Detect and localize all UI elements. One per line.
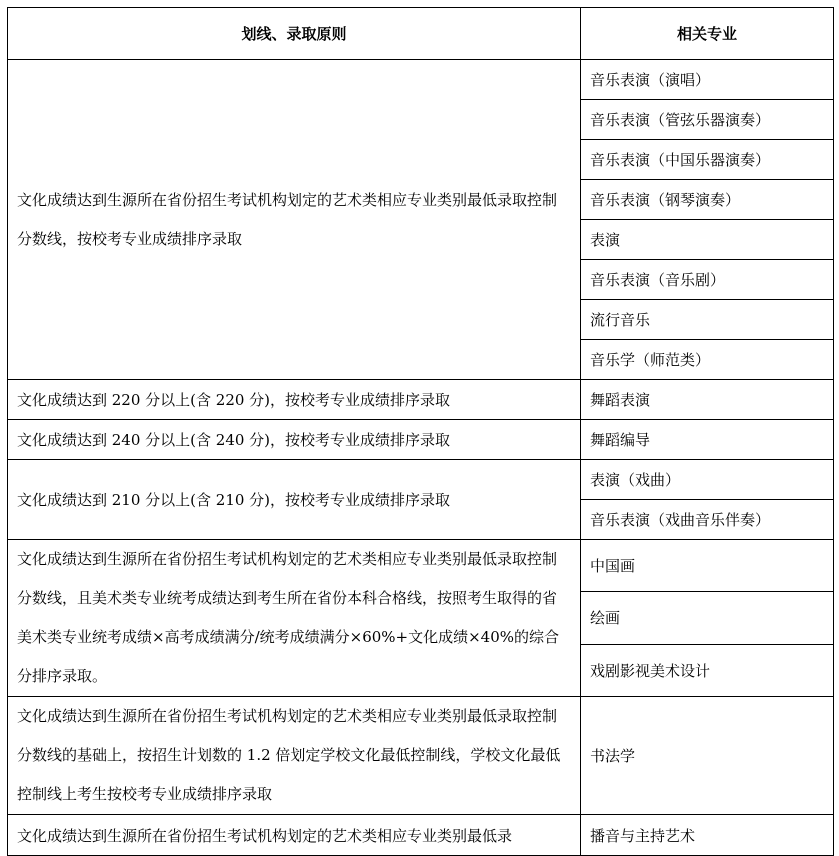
- rule-cell: 文化成绩达到生源所在省份招生考试机构划定的艺术类相应专业类别最低录取控制分数线，且美术类专业统考成绩达到考生所在省份本科合格线，按照考生取得的省美术类专业统考成绩×高考成绩满分/统考成绩满分×60%+文化成绩×40%的综合分排序录取。: [8, 540, 581, 697]
- rule-cell: 文化成绩达到生源所在省份招生考试机构划定的艺术类相应专业类别最低录取控制分数线的基础上，按招生计划数的 1.2 倍划定学校文化最低控制线，学校文化最低控制线上考生按校考专业成绩排序录取: [8, 697, 581, 815]
- table-row: [8, 60, 834, 100]
- table-row: [8, 380, 834, 420]
- header-majors: 相关专业: [581, 8, 834, 60]
- major-cell: 播音与主持艺术: [581, 815, 834, 856]
- major-cell: 流行音乐: [581, 300, 834, 340]
- rule-cell: 文化成绩达到生源所在省份招生考试机构划定的艺术类相应专业类别最低录: [8, 815, 581, 856]
- header-rules: 划线、录取原则: [8, 8, 581, 60]
- major-cell: 舞蹈表演: [581, 380, 834, 420]
- admission-rules-table: [7, 7, 834, 856]
- major-cell: 舞蹈编导: [581, 420, 834, 460]
- major-cell: 音乐表演（中国乐器演奏）: [581, 140, 834, 180]
- major-cell: 书法学: [581, 697, 834, 815]
- major-cell: 音乐表演（戏曲音乐伴奏）: [581, 500, 834, 540]
- table-row: [8, 460, 834, 500]
- major-cell: 音乐表演（音乐剧）: [581, 260, 834, 300]
- major-cell: 音乐学（师范类）: [581, 340, 834, 380]
- major-cell: 音乐表演（演唱）: [581, 60, 834, 100]
- table-row: [8, 697, 834, 815]
- table-header-row: [8, 8, 834, 60]
- rule-cell: 文化成绩达到 240 分以上(含 240 分)，按校考专业成绩排序录取: [8, 420, 581, 460]
- table-row: [8, 420, 834, 460]
- major-cell: 表演: [581, 220, 834, 260]
- major-cell: 表演（戏曲）: [581, 460, 834, 500]
- rule-cell: 文化成绩达到 210 分以上(含 210 分)，按校考专业成绩排序录取: [8, 460, 581, 540]
- major-cell: 音乐表演（管弦乐器演奏）: [581, 100, 834, 140]
- major-cell: 戏剧影视美术设计: [581, 644, 834, 696]
- admission-table-wrapper: [7, 7, 834, 856]
- rule-cell: 文化成绩达到 220 分以上(含 220 分)，按校考专业成绩排序录取: [8, 380, 581, 420]
- major-cell: 中国画: [581, 540, 834, 592]
- major-cell: 音乐表演（钢琴演奏）: [581, 180, 834, 220]
- rule-cell: 文化成绩达到生源所在省份招生考试机构划定的艺术类相应专业类别最低录取控制分数线，按校考专业成绩排序录取: [8, 60, 581, 380]
- major-cell: 绘画: [581, 592, 834, 644]
- table-row: [8, 540, 834, 592]
- table-row: [8, 815, 834, 856]
